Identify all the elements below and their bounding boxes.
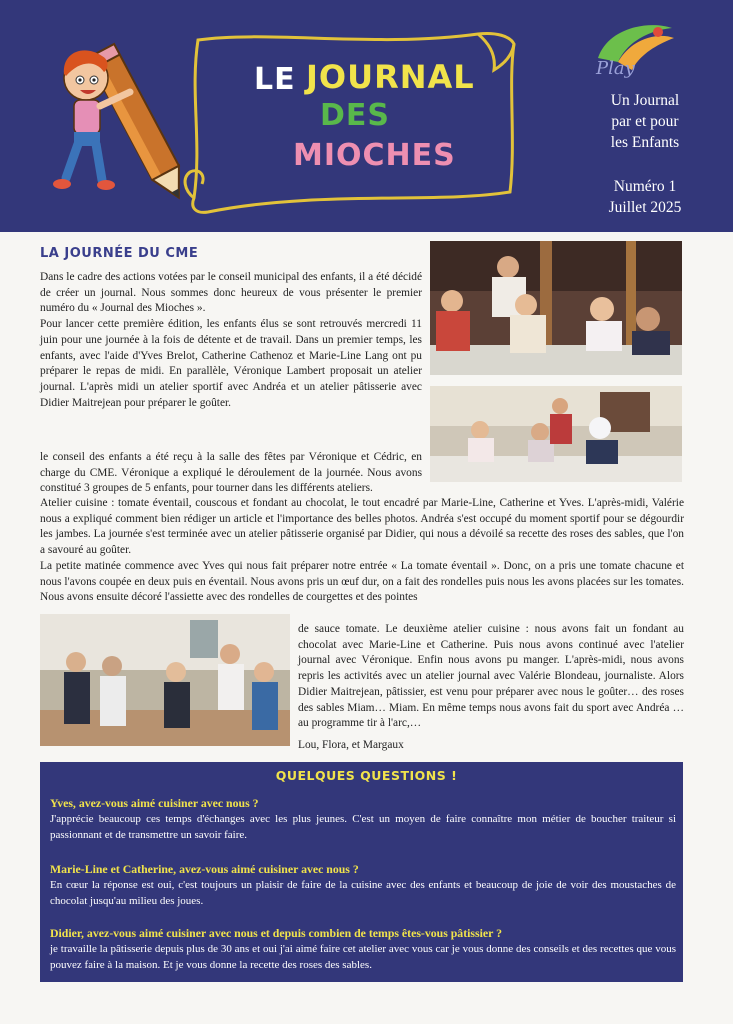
play-logo <box>588 18 678 82</box>
photo-group-in-hall <box>40 614 290 746</box>
question: Yves, avez-vous aimé cuisiner avec nous ? <box>50 796 259 810</box>
tagline-line-1: Un Journal <box>610 92 680 109</box>
article-wide <box>40 496 684 606</box>
article-mid-narrow: le conseil des enfants a été reçu à la salle des fêtes par Véronique et Cédric, en charge du CME. Véronique a expliqué le déroulement de la journée. Nous avons constitué 3 groupes de 5 enfants, pour tourner dans les différents ateliers. <box>40 451 422 495</box>
article-signature: Lou, Flora, et Margaux <box>298 739 404 751</box>
title-des: DES <box>320 98 391 133</box>
answer: J'apprécie beaucoup ces temps d'échanges avec les plus jeunes. C'est un moyen de faire connaître mon métier de boucher traiteur si passionnant et de transmettre un savoir faire. <box>50 813 676 841</box>
article-title: LA JOURNÉE DU CME <box>40 246 199 261</box>
article-bottom: de sauce tomate. Le deuxième atelier cuisine : nous avons fait un fondant au chocolat avec Marie-Line et Catherine. Puis nous avons continué avec l'atelier journal avec Véronique. Enfin nous avons pu manger. L'après-midi, nous avons repris les activités avec un atelier journal avec Valérie Blondeau, journaliste. Alors Didier Maitrejean, pâtissier, est venu pour préparer avec nous le goûter… des roses des sables Miam… Miam. En même temps nous avons fait du sport avec Andréa … au programme tir à l'arc,… <box>298 623 684 730</box>
title-mioches: MIOCHES <box>293 138 456 173</box>
photo-kids-at-table <box>430 241 682 375</box>
issue-number: Numéro 1 <box>613 178 677 195</box>
answer: je travaille la pâtisserie depuis plus de 30 ans et oui j'ai aimé faire cet atelier avec vous car je vous donne des conseils et des recettes que vous pouvez faire à la maison. Et je vous donne la recette des roses des sables. <box>50 943 676 971</box>
tagline-line-2: par et pour <box>611 113 679 130</box>
issue-date: Juillet 2025 <box>608 199 682 216</box>
title-le: LE <box>254 62 296 97</box>
title-journal: JOURNAL <box>306 58 475 96</box>
article-paragraph: La petite matinée commence avec Yves qui nous fait préparer notre entrée « La tomate éventail ». Donc, on a pris une tomate chacune et nous l'avons coupée en deux puis en éventail. Nous avons pris un œuf dur, on a fait des rondelles puis nous les avons placées sur les tomates. Nous avons ensuite décoré l'assiette avec des rondelles de courgettes et des pointes <box>40 559 684 604</box>
issue-info <box>580 176 710 218</box>
article-paragraph: Atelier cuisine : tomate éventail, couscous et fondant au chocolat, le tout encadré par Marie-Line, Catherine et Yves. L'après-midi, Valérie nous a expliqué comment bien rédiger un article et l'importance des belles photos. Andréa s'est occupé du moment sportif pour se dégourdir les jambes. La journée s'est terminée avec un atelier pâtisserie organisé par Didier, qui nous a dévoilé sa recette des roses des sables, que l'on a savouré au goûter. <box>40 497 684 557</box>
answer: En cœur la réponse est oui, c'est toujours un plaisir de faire de la cuisine avec des enfants et beaucoup de joie de voir des moustaches de chocolat jusqu'au milieu des joues. <box>50 879 676 907</box>
questions-title: QUELQUES QUESTIONS ! <box>275 768 458 783</box>
pencil-boy-mascot <box>44 30 194 210</box>
article-paragraph: Pour lancer cette première édition, les enfants élus se sont retrouvés mercredi 11 juin pour une journée à la fois de détente et de travail. Dans un premier temps, les enfants, avec l'aide d'Yves Brelot, Catherine Cathenoz et Marie-Line Lang ont pu préparer le repas de midi. En parallèle, Véronique Lambert proposait un atelier journal. L'après midi un atelier sportif avec Andréa et un atelier pâtisserie avec Didier Maitrejean pour préparer le goûter. <box>40 318 422 409</box>
photo-cooking-workshop <box>430 386 682 482</box>
question: Marie-Line et Catherine, avez-vous aimé cuisiner avec nous ? <box>50 862 359 876</box>
logo-text: Play <box>596 58 635 79</box>
tagline-line-3: les Enfants <box>610 134 680 151</box>
tagline <box>580 90 710 153</box>
question: Didier, avez-vous aimé cuisiner avec nous et depuis combien de temps êtes-vous pâtissier ? <box>50 926 502 940</box>
article-paragraph: Dans le cadre des actions votées par le conseil municipal des enfants, il a été décidé de créer un journal. Nous sommes donc heureux de vous présenter le premier numéro du « Journal des Mioches ». <box>40 271 422 315</box>
article-intro <box>40 270 422 411</box>
